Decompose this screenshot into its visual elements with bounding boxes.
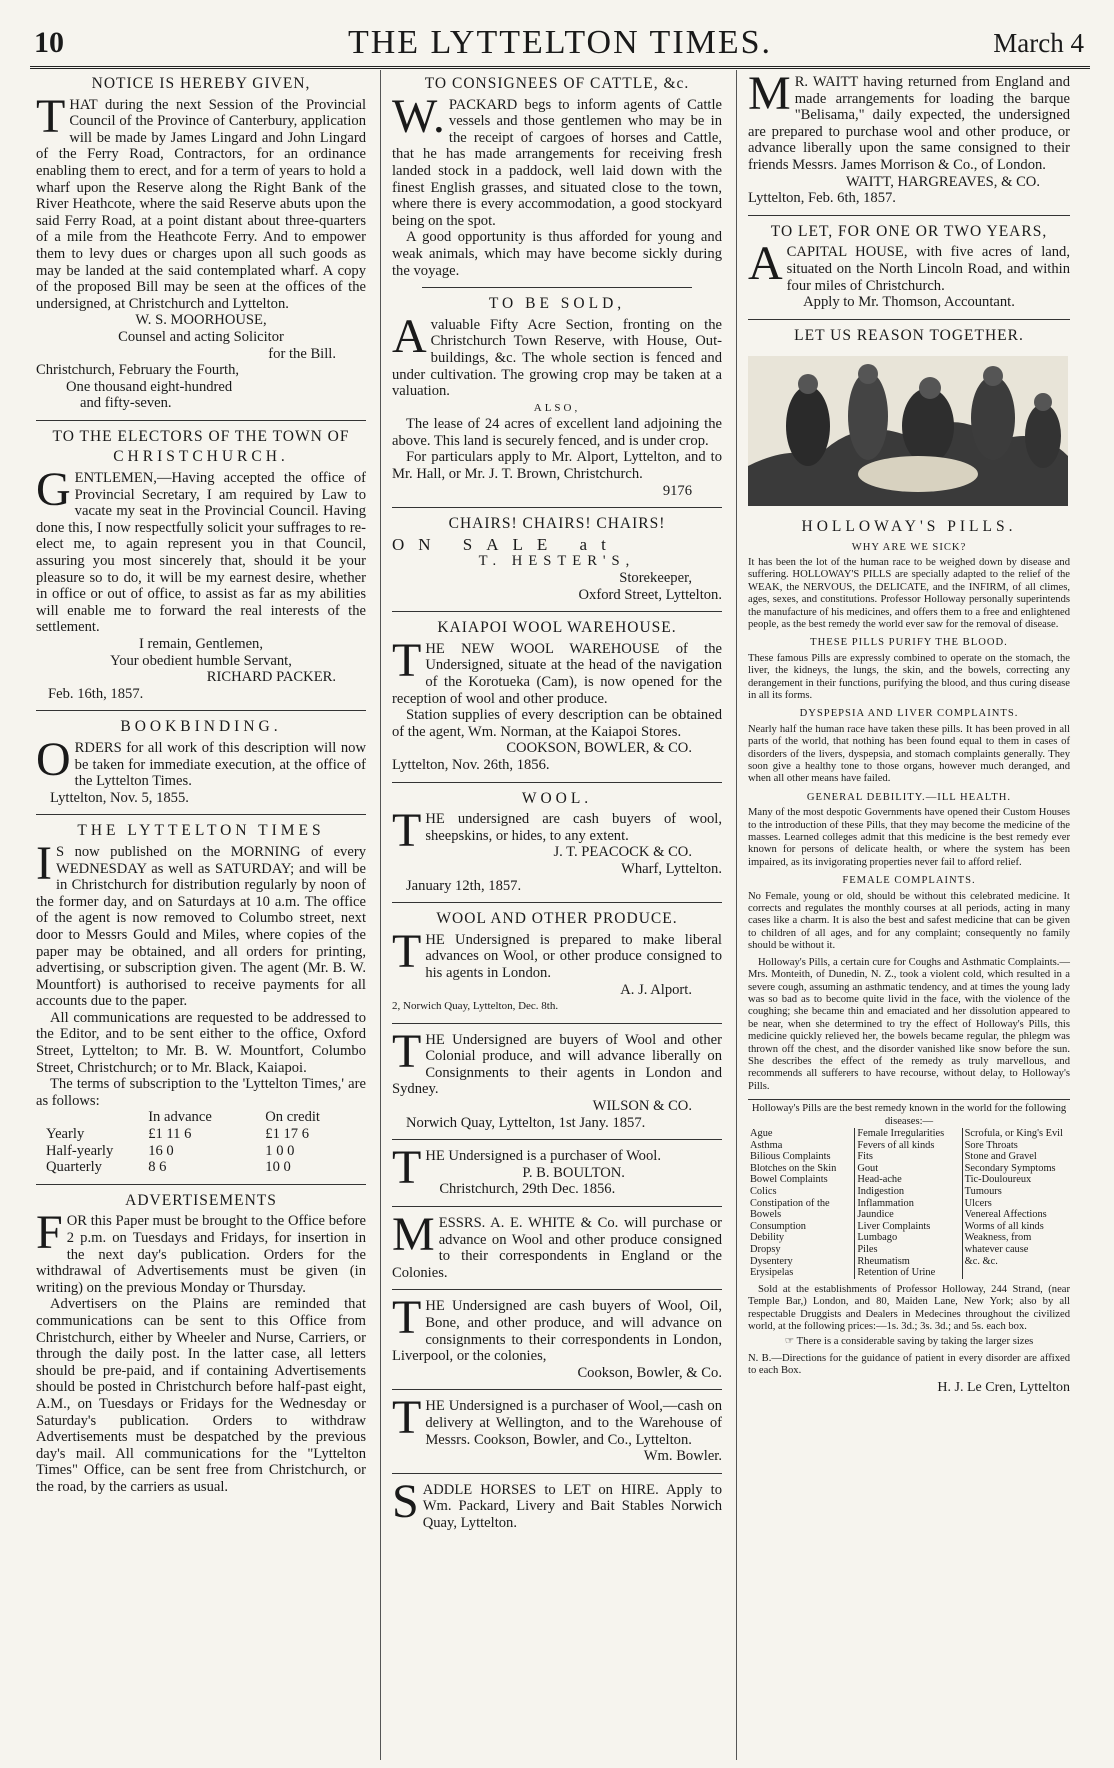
disease-item: Stone and Gravel — [964, 1151, 1037, 1163]
disease-item: Scrofula, or King's Evil — [964, 1127, 1063, 1139]
ad-signature: Wm. Bowler. — [643, 1448, 722, 1465]
ad-body: The terms of subscription to the 'Lyttelton Times,' are as follows: — [36, 1076, 366, 1109]
disease-item: Weakness, from whatever cause — [964, 1232, 1032, 1255]
ad-body: All communications are requested to be addressed to the Editor, and to be sent either to the office, Oxford Street, Lyttelton; to Mr. B. W. Mountfort, Columbo Street, Christchurch; or to Mr. Black, Kaiapoi. — [36, 1009, 366, 1076]
masthead — [30, 22, 1090, 69]
ad-body: IS now published on the MORNING of every WEDNESDAY as well as SATURDAY; and will be in Christchurch for distribution regularly by noon of the former day, and on Saturdays at 10 a.m. The office of the agent is now removed to Columbo street, next door to Messrs Gould and Miles, where copies of the paper may be obtained, and all orders for printing, advertising, or subscription given. The agent (Mr. B. W. Mountfort) is authorised to receive payments for all accounts due to the paper. — [36, 836, 366, 1010]
ad-heading: THE LYTTELTON TIMES — [77, 822, 325, 840]
ad-signature: WAITT, HARGREAVES, & CO. — [845, 173, 1040, 190]
ad-body: A good opportunity is thus afforded for young and weak animals, which may have become sickly during the voyage. — [392, 229, 722, 279]
column-2 — [392, 74, 722, 1532]
ad-to-be-sold — [392, 296, 722, 499]
disease-item: Consumption — [750, 1220, 807, 1232]
ad-body: ORDERS for all work of this description will now be taken for immediate execution, at the office of the Lyttelton Times. — [36, 732, 366, 790]
divider — [392, 902, 722, 903]
ad-date: and fifty-seven. — [80, 395, 172, 412]
divider — [392, 1023, 722, 1024]
ad-body: THAT during the next Session of the Provincial Council of the Province of Canterbury, application will be made by James Lingard and John Lingard of the Ferry Road, Contractors, for an ordinance enabling them to erect, and for a term of years to hold a wharf upon the Reserve along the Right Bank of the River Heathcote, where the said Reserve abuts upon the said Ferry Road, at a point distant about three-quarters of a mile from the Heathcote Ferry. And to empower them to levy dues or charges upon all such goods as may be landed at the said contemplated wharf. A copy of the proposed Bill may be seen at the offices of the undersigned, at Christchurch and Lyttelton. — [36, 89, 366, 312]
column-header: In advance — [148, 1109, 212, 1126]
agent-signature: H. J. Le Cren, Lyttelton — [937, 1379, 1070, 1395]
ad-lyttelton-times — [36, 823, 366, 1175]
column-rule — [736, 70, 737, 1760]
divider — [392, 782, 722, 783]
disease-item: Tic-Douloureux — [964, 1174, 1032, 1186]
disease-item: Liver Complaints — [857, 1220, 931, 1232]
divider — [36, 1184, 366, 1185]
ad-date: January 12th, 1857. — [406, 877, 522, 894]
divider — [36, 710, 366, 711]
ad-body: W.PACKARD begs to inform agents of Cattle vessels and those gentlemen who may be in the receipt of cargoes of horses and Cattle, that he has made arrangements for receiving fresh landed stock in a paddock, well laid down with the finest English grasses, and situated close to the town, where there is every accommodation, a good stockyard being on the spot. — [392, 89, 722, 229]
ad-date: One thousand eight-hundred — [66, 378, 233, 395]
ad-advertisements — [36, 1193, 366, 1496]
newspaper-title: THE LYTTELTON TIMES. — [347, 24, 773, 61]
section-body: Nearly half the human race have taken these pills. It has been proved in all parts of the world, that nothing has been found equal to them in cases of disorders of the livers, dyspepsia, and stomach complaints generally. They soon give a healthy tone to those organs, however much deranged, and when all other means have failed. — [748, 723, 1070, 785]
ad-body: THE undersigned are cash buyers of wool, sheepskins, or hides, to any extent. — [392, 804, 722, 858]
ad-body: THE Undersigned is prepared to make liberal advances on Wool, or other produce consigned to his agents in London. — [392, 924, 722, 981]
ad-body: THE Undersigned is a purchaser of Wool,—cash on delivery at Wellington, and to the Warehouse of Messrs. Cookson, Bowler, and Co., Lyttelton. — [392, 1391, 722, 1448]
table-row: Yearly £1 11 6 £1 17 6 — [46, 1126, 310, 1143]
divider — [748, 319, 1070, 320]
disease-column — [855, 1128, 962, 1279]
section-body: These famous Pills are expressly combined to operate on the stomach, the liver, the kidneys, the lungs, the skin, and the bowels, correcting any derangement in their functions, purifying the blood, and thus curing disease in all its forms. — [748, 652, 1070, 701]
disease-item: Worms of all kinds — [964, 1220, 1044, 1232]
disease-item: Colics — [750, 1185, 777, 1197]
disease-list-intro: Holloway's Pills are the best remedy known in the world for the following diseases:— — [751, 1103, 1067, 1127]
ad-signature: P. B. BOULTON. — [522, 1164, 625, 1181]
ad-saddle-horses — [392, 1474, 722, 1532]
ad-body: Station supplies of every description can be obtained of the agent, Wm. Norman, at the Kaiapoi Stores. — [392, 707, 722, 740]
ad-body: Advertisers on the Plains are reminded that communications can be sent to this Office from Christchurch, either by Wheeler and Nurse, Carriers, or through the daily post. In the latter case, all letters should be pre-paid, and if containing Advertisements should be posted in Christchurch before half-past eight, A.M., on Tuesdays or Fridays for the Wednesday or Saturday's publication. Orders to withdraw Advertisements must be despatched by the previous day's mail. All communications for the "Lyttelton Times" Office, can be sent free from Christchurch, or the road, by the carriers as usual. — [36, 1296, 366, 1495]
ad-heading: WOOL AND OTHER PRODUCE. — [436, 910, 678, 928]
ad-wilson — [392, 1024, 722, 1132]
divider — [36, 814, 366, 815]
section-body: Holloway's Pills, a certain cure for Coughs and Asthmatic Complaints.—Mrs. Monteith, of Dunedin, N. Z., took a violent cold, which resulted in a severe cough, assuming an asthmatic tendency, and at times the young lady was so bad as to become quite livid in the face, with the violence of the coughing; she became thin and emaciated and her dissolution appeared to be near, when she determined to try the effect of Holloway's Pills, this medicine quickly relieved her, the bowels became regular, the phlegm was thrown off the chest, and the disorder vanished like snow before the sun. She describes the effect of the remedy as truly marvellous, and recommends all sufferers to have recourse, without delay, to Holloway's Pills. — [748, 956, 1070, 1092]
ad-wool — [392, 791, 722, 895]
ad-signature: RICHARD PACKER. — [206, 669, 336, 686]
ad-body: MR. WAITT having returned from England and made arrangements for loading the barque "Belisama," daily expected, the undersigned are prepared to purchase wool and other produce, or advance liberally upon the same consigned to their friends Messrs. James Morrison & Co., of London. — [748, 67, 1070, 173]
ad-body: Oxford Street, Lyttelton. — [578, 586, 722, 603]
holloway-text — [748, 542, 1070, 1378]
section-body: It has been the lot of the human race to be weighed down by disease and suffering. HOLLOWAY'S PILLS are specially adapted to the relief of the WEAK, the NERVOUS, the DELICATE, and the INFIRM, of all climes, ages, sexes, and constitutions. Professor Holloway personally superintends the manufacture of his medicines, and offers them to a free and enlightened people, as the best remedy the world ever saw for the removal of disease. — [748, 556, 1070, 630]
ad-date: Christchurch, February the Fourth, — [36, 362, 240, 379]
ad-body: ACAPITAL HOUSE, with five acres of land, situated on the North Lincoln Road, and within four miles of Christchurch. — [748, 237, 1070, 294]
ad-heading: BOOKBINDING. — [120, 718, 282, 736]
ad-body: ON SALE at — [392, 534, 620, 554]
disease-item: Dropsy — [750, 1243, 781, 1255]
divider — [392, 1289, 722, 1290]
section-heading: WHY ARE WE SICK? — [851, 541, 967, 553]
disease-item: Head-ache — [857, 1174, 902, 1186]
ad-signature: COOKSON, BOWLER, & CO. — [506, 740, 692, 757]
disease-item: Rheumatism — [857, 1255, 910, 1267]
disease-item: Fevers of all kinds — [857, 1139, 935, 1151]
ad-body: Avaluable Fifty Acre Section, fronting on the Christchurch Town Reserve, with House, Out-buildings, &c. The whole section is fenced and under cultivation. The growing crop may be taken at a valuation. — [392, 309, 722, 400]
ad-heading: ADVERTISEMENTS — [125, 1191, 277, 1209]
product-title: HOLLOWAY'S PILLS. — [801, 517, 1017, 535]
ad-date: 2, Norwich Quay, Lyttelton, Dec. 8th. — [392, 1000, 559, 1013]
ad-number: 9176 — [662, 482, 692, 499]
ad-notice — [36, 76, 366, 412]
ad-body: MESSRS. A. E. WHITE & Co. will purchase or advance on Wool and other produce consigned to their correspondents in England or the Colonies. — [392, 1208, 722, 1281]
divider — [392, 1473, 722, 1474]
disease-item: Ulcers — [964, 1197, 992, 1209]
disease-item: Gout — [857, 1162, 879, 1174]
ad-signature-line: Counsel and acting Solicitor — [118, 328, 284, 345]
disease-item: Retention of Urine — [857, 1267, 936, 1279]
divider — [392, 1139, 722, 1140]
ad-signature: A. J. Alport. — [620, 981, 692, 998]
ad-heading: KAIAPOI WOOL WAREHOUSE. — [437, 619, 677, 637]
ad-bookbinding — [36, 719, 366, 806]
ad-bowler — [392, 1391, 722, 1465]
disease-item: Bowel Complaints — [750, 1174, 828, 1186]
disease-item: Venereal Affections — [964, 1209, 1047, 1221]
table-row: Half-yearly 16 0 1 0 0 — [46, 1142, 295, 1159]
disease-item: Blotches on the Skin — [750, 1162, 837, 1174]
saving-note: ☞ There is a considerable saving by taking the larger sizes — [784, 1336, 1034, 1348]
disease-item: Debility — [750, 1232, 785, 1244]
disease-item: Secondary Symptoms — [964, 1162, 1056, 1174]
disease-column — [748, 1128, 855, 1279]
divider — [422, 287, 692, 288]
ad-white — [392, 1208, 722, 1281]
section-body: No Female, young or old, should be without this celebrated medicine. It corrects and regulates the monthly courses at all periods, acting in many cases like a charm. It is also the best and safest medicine that can be given to children of all ages, and for any complaint; consequently no family should be without it. — [748, 890, 1070, 952]
disease-item: Asthma — [750, 1139, 783, 1151]
ad-heading: TO THE ELECTORS OF THE TOWN OF — [52, 427, 350, 445]
ad-date: Feb. 16th, 1857. — [48, 685, 144, 702]
engraving-illustration — [748, 356, 1068, 506]
ad-heading: CHAIRS! CHAIRS! CHAIRS! — [448, 515, 666, 533]
ad-date: Norwich Quay, Lyttelton, 1st Jany. 1857. — [406, 1114, 646, 1131]
ad-body: GENTLEMEN,—Having accepted the office of Provincial Secretary, I am required by Law to vacate my seat in the Provincial Council. Having done this, I now respectfully solicit your suffrages to re-elect me, to again represent you in that Council, assuring you most sincerely that, should it be your pleasure so to do, it will be my earnest desire, whether in office or out of office, to assist as far as my abilities will enable me to forward the real interests of the settlement. — [36, 463, 366, 636]
disease-item: Fits — [857, 1151, 873, 1163]
divider — [392, 611, 722, 612]
issue-date: March 4 — [993, 28, 1084, 58]
disease-column — [963, 1128, 1070, 1279]
ad-signature: Cookson, Bowler, & Co. — [577, 1364, 722, 1381]
ad-cattle — [392, 76, 722, 279]
section-body: Many of the most despotic Governments have opened their Custom Houses to the introduction of these Pills, that they may become the medicine of the masses. Learned colleges admit that this medicine is the best remedy ever known for persons of delicate health, or where the system has been impaired, as its invigorating properties never fail to afford relief. — [748, 807, 1070, 868]
disease-item: &c. &c. — [964, 1255, 998, 1267]
ad-heading: CHRISTCHURCH. — [113, 448, 289, 466]
divider — [392, 1206, 722, 1207]
disease-item: Sore Throats — [964, 1139, 1018, 1151]
disease-item: Tumours — [964, 1185, 1002, 1197]
ad-to-let — [748, 224, 1070, 311]
ad-body: T. HESTER'S, — [478, 553, 636, 570]
ad-waitt — [748, 67, 1070, 207]
ad-signature: W. S. MOORHOUSE, — [135, 312, 267, 329]
ad-wool-produce — [392, 911, 722, 1015]
ad-date: Lyttelton, Feb. 6th, 1857. — [748, 190, 896, 207]
ad-chairs — [392, 516, 722, 603]
ad-cookson — [392, 1291, 722, 1381]
column-rule — [380, 70, 381, 1760]
column-header: On credit — [265, 1109, 320, 1126]
ad-heading: NOTICE IS HEREBY GIVEN, — [91, 75, 311, 92]
sold-at: Sold at the establishments of Professor Holloway, 244 Strand, (near Temple Bar,) London, and 80, Maiden Lane, New York; also by all respectable Druggists and Dealers in Medecines throughout the civilized world, at the following prices:—1s. 3d.; 3s. 3d.; and 5s. each box. — [748, 1283, 1070, 1332]
disease-item: Bilious Complaints — [750, 1151, 831, 1163]
table-row: Quarterly 8 6 10 0 — [46, 1159, 291, 1176]
divider — [392, 1389, 722, 1390]
disease-item: Constipation of the Bowels — [750, 1197, 830, 1221]
ad-kaiapoi — [392, 620, 722, 773]
section-heading: FEMALE COMPLAINTS. — [842, 875, 976, 887]
disease-item: Erysipelas — [750, 1267, 794, 1279]
ad-heading: LET US REASON TOGETHER. — [794, 326, 1024, 344]
ad-body: The lease of 24 acres of excellent land adjoining the above. This land is securely fenced, and is under crop. — [392, 416, 722, 449]
section-heading: THESE PILLS PURIFY THE BLOOD. — [810, 637, 1008, 649]
column-3 — [748, 67, 1070, 1396]
ad-date: Lyttelton, Nov. 26th, 1856. — [392, 756, 550, 773]
ad-body: THE Undersigned are cash buyers of Wool, Oil, Bone, and other produce, and will advance on consignments to their correspondents in London, Liverpool, or the colonies, — [392, 1291, 722, 1365]
disease-item: Inflammation — [857, 1197, 914, 1209]
ad-closing: I remain, Gentlemen, — [139, 636, 263, 652]
ad-body: THE Undersigned are buyers of Wool and other Colonial produce, and will advance liberally on Consignments to their agents in London and Sydney. — [392, 1024, 722, 1098]
disease-item: Dysentery — [750, 1255, 793, 1267]
disease-item: Female Irregularities — [857, 1127, 945, 1139]
ad-holloway — [748, 328, 1070, 1396]
subscription-table — [36, 1109, 366, 1175]
section-heading: DYSPEPSIA AND LIVER COMPLAINTS. — [799, 708, 1019, 720]
column-1 — [36, 74, 366, 1496]
ad-boulton — [392, 1141, 722, 1198]
ad-date: Lyttelton, Nov. 5, 1855. — [50, 789, 189, 806]
page-number: 10 — [34, 26, 64, 59]
divider — [36, 420, 366, 421]
ad-signature: WILSON & CO. — [592, 1098, 692, 1115]
ad-body: THE NEW WOOL WAREHOUSE of the Undersigned, situate at the head of the navigation of the Korotueka (Cam), is now opened for the reception of wool and other produce. — [392, 633, 722, 707]
disease-item: Indigestion — [857, 1185, 905, 1197]
ad-heading: TO BE SOLD, — [488, 295, 626, 313]
ad-date: Christchurch, 29th Dec. 1856. — [439, 1181, 616, 1198]
disease-item: Jaundice — [857, 1209, 894, 1221]
ad-heading: WOOL. — [521, 789, 593, 807]
ad-heading: TO LET, FOR ONE OR TWO YEARS, — [770, 222, 1048, 240]
ad-body: FOR this Paper must be brought to the Office before 2 p.m. on Tuesdays and Fridays, for insertion in the next day's publication. Orders for the withdrawal of Advertisements must be given (in writing) on the previous Monday or Thursday. — [36, 1206, 366, 1296]
divider — [748, 215, 1070, 216]
ad-closing: Your obedient humble Servant, — [110, 652, 292, 669]
ad-body: For particulars apply to Mr. Alport, Lyttelton, and to Mr. Hall, or Mr. J. T. Brown, Christchurch. — [392, 449, 722, 483]
ad-body: THE Undersigned is a purchaser of Wool. — [392, 1141, 661, 1195]
disease-item: Ague — [750, 1127, 773, 1139]
ad-heading: TO CONSIGNEES OF CATTLE, &c. — [424, 75, 690, 92]
ad-body: SADDLE HORSES to LET on HIRE. Apply to Wm. Packard, Livery and Bait Stables Norwich Quay, Lyttelton. — [392, 1474, 722, 1531]
ad-signature-line: for the Bill. — [268, 345, 336, 362]
disease-item: Lumbago — [857, 1232, 898, 1244]
ad-body: Apply to Mr. Thomson, Accountant. — [803, 294, 1015, 311]
ad-signature: J. T. PEACOCK & CO. — [553, 844, 692, 861]
disease-item: Piles — [857, 1243, 878, 1255]
disease-list — [748, 1128, 1070, 1279]
divider — [392, 507, 722, 508]
nb-note: N. B.—Directions for the guidance of patient in every disorder are affixed to each Box. — [748, 1352, 1070, 1377]
ad-body: Storekeeper, — [619, 570, 692, 587]
ad-electors — [36, 429, 366, 703]
section-heading: GENERAL DEBILITY.—ILL HEALTH. — [806, 791, 1012, 803]
ad-signature-line: Wharf, Lyttelton. — [621, 860, 722, 877]
ad-subheading: ALSO, — [533, 401, 581, 414]
pointing-hand-icon: ☞ — [784, 1336, 795, 1348]
